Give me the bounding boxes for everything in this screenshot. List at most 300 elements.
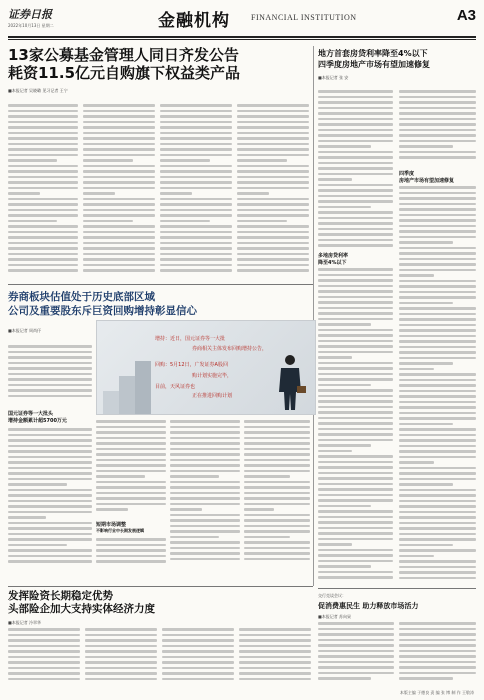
body-text-line bbox=[399, 478, 476, 481]
body-text-line bbox=[318, 233, 393, 236]
body-text-line bbox=[244, 497, 310, 500]
body-text-line bbox=[318, 285, 393, 288]
body-text-line bbox=[318, 549, 393, 552]
body-text-line bbox=[399, 434, 476, 437]
body-text-line bbox=[83, 220, 133, 223]
infobox-line1a: 增持：近日，国元证券等一大批 bbox=[155, 336, 226, 342]
article1 bbox=[8, 46, 308, 94]
article3-subhead2-line2: 不影响行业中长期发展逻辑 bbox=[96, 528, 144, 533]
body-text-line bbox=[318, 450, 352, 453]
body-text-line bbox=[8, 678, 80, 681]
page-number: A3 bbox=[456, 7, 476, 24]
body-text-line bbox=[399, 335, 476, 338]
body-text-line bbox=[8, 367, 92, 370]
body-text-line bbox=[83, 192, 115, 195]
body-text-line bbox=[318, 395, 393, 398]
body-text-line bbox=[8, 560, 92, 563]
body-text-line bbox=[244, 459, 310, 462]
body-text-line bbox=[170, 497, 240, 500]
body-text-line bbox=[8, 209, 78, 212]
article2-subhead2 bbox=[399, 170, 476, 184]
body-text-line bbox=[83, 148, 155, 151]
body-text-line bbox=[399, 263, 476, 266]
body-text-line bbox=[244, 541, 310, 544]
body-text-line bbox=[237, 110, 309, 113]
body-text-line bbox=[399, 450, 476, 453]
body-text-line bbox=[318, 96, 393, 99]
body-text-line bbox=[8, 439, 92, 442]
body-text-line bbox=[83, 242, 155, 245]
body-text-line bbox=[318, 118, 393, 121]
body-text-line bbox=[318, 129, 393, 132]
body-text-line bbox=[318, 178, 352, 181]
body-text-line bbox=[83, 143, 155, 146]
body-text-line bbox=[170, 514, 240, 517]
body-text-line bbox=[96, 420, 166, 423]
body-text-line bbox=[8, 544, 67, 547]
body-text-line bbox=[318, 156, 393, 159]
body-text-line bbox=[237, 170, 309, 173]
body-text-line bbox=[399, 269, 476, 272]
body-text-line bbox=[85, 667, 157, 670]
masthead-rule bbox=[8, 36, 476, 38]
body-text-line bbox=[399, 456, 476, 459]
body-text-line bbox=[160, 170, 232, 173]
body-text-line bbox=[318, 532, 393, 535]
body-text-line bbox=[244, 508, 274, 511]
body-text-line bbox=[318, 334, 393, 337]
body-text-line bbox=[318, 351, 393, 354]
body-text-line bbox=[8, 378, 92, 381]
body-text-line bbox=[318, 422, 393, 425]
body-text-line bbox=[83, 115, 155, 118]
body-text-line bbox=[399, 197, 476, 200]
article4 bbox=[8, 590, 313, 626]
body-text-line bbox=[244, 437, 310, 440]
section-divider-3 bbox=[318, 588, 476, 589]
body-text-line bbox=[170, 437, 240, 440]
body-text-line bbox=[160, 132, 232, 135]
body-text-line bbox=[83, 132, 155, 135]
body-text-line bbox=[318, 538, 393, 541]
body-text-line bbox=[8, 110, 78, 113]
body-text-line bbox=[244, 448, 310, 451]
body-text-line bbox=[8, 494, 92, 497]
body-text-line bbox=[318, 279, 393, 282]
body-text-line bbox=[399, 661, 476, 664]
body-text-line bbox=[237, 148, 309, 151]
body-text-line bbox=[399, 494, 476, 497]
article3-body-col1 bbox=[8, 345, 92, 405]
body-text-line bbox=[8, 137, 78, 140]
body-text-line bbox=[318, 373, 393, 376]
body-text-line bbox=[318, 650, 394, 653]
body-text-line bbox=[96, 459, 166, 462]
body-text-line bbox=[170, 420, 240, 423]
article2-subhead2-line1: 四季度 bbox=[399, 171, 415, 177]
body-text-line bbox=[162, 650, 234, 653]
body-text-line bbox=[318, 411, 393, 414]
infobox-line3b: 正在推进回购计划 bbox=[192, 393, 233, 399]
body-text-line bbox=[399, 241, 453, 244]
article4-byline: ■本报记者 冷翠华 bbox=[8, 620, 42, 625]
body-text-line bbox=[96, 470, 166, 473]
body-text-line bbox=[83, 176, 155, 179]
body-text-line bbox=[399, 145, 453, 148]
body-text-line bbox=[244, 475, 290, 478]
body-text-line bbox=[399, 628, 476, 631]
body-text-line bbox=[8, 483, 67, 486]
body-text-line bbox=[318, 307, 393, 310]
article1-headline-2: 耗资11.5亿元自购旗下权益类产品 bbox=[8, 64, 241, 82]
body-text-line bbox=[399, 500, 476, 503]
body-text-line bbox=[237, 264, 309, 267]
body-text-line bbox=[318, 184, 393, 187]
masthead bbox=[8, 4, 476, 36]
article4-headline-2: 头部险企加大支持实体经济力度 bbox=[8, 603, 155, 615]
body-text-line bbox=[399, 639, 476, 642]
body-text-line bbox=[237, 225, 309, 228]
body-text-line bbox=[85, 634, 157, 637]
body-text-line bbox=[244, 547, 310, 550]
article3-body-col2b bbox=[96, 538, 166, 568]
body-text-line bbox=[244, 536, 290, 539]
body-text-line bbox=[237, 159, 287, 162]
body-text-line bbox=[399, 219, 476, 222]
body-text-line bbox=[318, 274, 393, 277]
article1-body-col1 bbox=[8, 104, 78, 279]
body-text-line bbox=[239, 672, 311, 675]
body-text-line bbox=[170, 541, 240, 544]
body-text-line bbox=[399, 346, 476, 349]
body-text-line bbox=[399, 208, 476, 211]
body-text-line bbox=[8, 395, 92, 398]
body-text-line bbox=[8, 472, 92, 475]
body-text-line bbox=[170, 464, 240, 467]
article3-headline-2: 公司及重要股东斥巨资回购增持彰显信心 bbox=[8, 305, 197, 317]
body-text-line bbox=[83, 126, 155, 129]
body-text-line bbox=[96, 431, 166, 434]
businessman-figure-icon bbox=[271, 352, 309, 412]
body-text-line bbox=[244, 431, 310, 434]
body-text-line bbox=[318, 639, 394, 642]
body-text-line bbox=[8, 258, 78, 261]
article1-body-col4 bbox=[237, 104, 309, 279]
body-text-line bbox=[83, 231, 155, 234]
body-text-line bbox=[318, 516, 393, 519]
body-text-line bbox=[399, 123, 476, 126]
article3-body-col2 bbox=[96, 420, 166, 516]
body-text-line bbox=[239, 661, 311, 664]
body-text-line bbox=[8, 362, 92, 365]
body-text-line bbox=[8, 645, 80, 648]
body-text-line bbox=[83, 110, 155, 113]
body-text-line bbox=[244, 558, 310, 561]
body-text-line bbox=[399, 318, 476, 321]
body-text-line bbox=[318, 406, 393, 409]
body-text-line bbox=[160, 269, 232, 272]
article4-body-col3 bbox=[162, 628, 234, 686]
body-text-line bbox=[318, 356, 352, 359]
body-text-line bbox=[318, 145, 371, 148]
body-text-line bbox=[318, 554, 393, 557]
body-text-line bbox=[318, 151, 393, 154]
body-text-line bbox=[318, 571, 393, 574]
body-text-line bbox=[237, 187, 309, 190]
body-text-line bbox=[318, 189, 393, 192]
body-text-line bbox=[318, 367, 393, 370]
body-text-line bbox=[83, 159, 133, 162]
body-text-line bbox=[8, 533, 92, 536]
body-text-line bbox=[399, 291, 476, 294]
body-text-line bbox=[399, 225, 476, 228]
article2-body-col2 bbox=[399, 90, 476, 165]
body-text-line bbox=[170, 431, 240, 434]
body-text-line bbox=[8, 656, 80, 659]
body-text-line bbox=[399, 555, 434, 558]
body-text-line bbox=[399, 368, 434, 371]
body-text-line bbox=[399, 90, 476, 93]
body-text-line bbox=[83, 203, 155, 206]
body-text-line bbox=[237, 203, 309, 206]
article3-byline: ■本报记者 周尚伃 bbox=[8, 328, 42, 333]
body-text-line bbox=[244, 503, 310, 506]
body-text-line bbox=[239, 650, 311, 653]
body-text-line bbox=[162, 634, 234, 637]
body-text-line bbox=[399, 467, 476, 470]
body-text-line bbox=[96, 560, 166, 563]
body-text-line bbox=[318, 301, 393, 304]
body-text-line bbox=[237, 154, 309, 157]
article1-body-col2 bbox=[83, 104, 155, 279]
body-text-line bbox=[399, 351, 476, 354]
body-text-line bbox=[237, 165, 309, 168]
body-text-line bbox=[160, 209, 232, 212]
body-text-line bbox=[399, 417, 476, 420]
body-text-line bbox=[318, 644, 394, 647]
body-text-line bbox=[318, 200, 393, 203]
body-text-line bbox=[399, 302, 453, 305]
body-text-line bbox=[8, 672, 80, 675]
body-text-line bbox=[399, 533, 476, 536]
body-text-line bbox=[318, 477, 393, 480]
article2-body-col2b bbox=[399, 186, 476, 586]
body-text-line bbox=[318, 112, 393, 115]
body-text-line bbox=[399, 258, 476, 261]
body-text-line bbox=[399, 672, 476, 675]
body-text-line bbox=[162, 639, 234, 642]
body-text-line bbox=[318, 228, 393, 231]
body-text-line bbox=[162, 645, 234, 648]
body-text-line bbox=[8, 650, 80, 653]
article5-body-col2 bbox=[399, 622, 476, 686]
body-text-line bbox=[318, 666, 394, 669]
body-text-line bbox=[160, 110, 232, 113]
body-text-line bbox=[83, 198, 155, 201]
body-text-line bbox=[8, 661, 80, 664]
body-text-line bbox=[318, 499, 393, 502]
body-text-line bbox=[83, 165, 155, 168]
body-text-line bbox=[318, 389, 393, 392]
body-text-line bbox=[399, 390, 476, 393]
body-text-line bbox=[318, 239, 393, 242]
body-text-line bbox=[8, 489, 92, 492]
body-text-line bbox=[83, 247, 155, 250]
body-text-line bbox=[318, 329, 393, 332]
body-text-line bbox=[8, 247, 78, 250]
body-text-line bbox=[170, 503, 240, 506]
body-text-line bbox=[318, 167, 393, 170]
body-text-line bbox=[244, 552, 310, 555]
body-text-line bbox=[318, 417, 393, 420]
body-text-line bbox=[244, 442, 310, 445]
body-text-line bbox=[8, 356, 92, 359]
body-text-line bbox=[96, 503, 166, 506]
body-text-line bbox=[8, 527, 92, 530]
body-text-line bbox=[399, 650, 476, 653]
body-text-line bbox=[170, 481, 240, 484]
body-text-line bbox=[244, 519, 310, 522]
body-text-line bbox=[8, 242, 78, 245]
body-text-line bbox=[8, 461, 92, 464]
body-text-line bbox=[170, 519, 240, 522]
body-text-line bbox=[318, 140, 393, 143]
body-text-line bbox=[399, 362, 453, 365]
body-text-line bbox=[237, 192, 269, 195]
article3-subhead2 bbox=[96, 521, 166, 534]
body-text-line bbox=[162, 628, 234, 631]
body-text-line bbox=[8, 269, 78, 272]
body-text-line bbox=[160, 192, 192, 195]
body-text-line bbox=[8, 522, 92, 525]
body-text-line bbox=[160, 176, 232, 179]
body-text-line bbox=[318, 222, 393, 225]
body-text-line bbox=[8, 115, 78, 118]
body-text-line bbox=[83, 121, 155, 124]
body-text-line bbox=[96, 492, 166, 495]
body-text-line bbox=[318, 384, 371, 387]
body-text-line bbox=[399, 461, 434, 464]
body-text-line bbox=[160, 121, 232, 124]
body-text-line bbox=[399, 379, 476, 382]
body-text-line bbox=[8, 428, 92, 431]
body-text-line bbox=[96, 448, 166, 451]
body-text-line bbox=[318, 494, 393, 497]
article3-body-col4 bbox=[244, 420, 310, 568]
body-text-line bbox=[399, 522, 476, 525]
article4-body-col1 bbox=[8, 628, 80, 686]
infobox-graphic bbox=[96, 320, 316, 415]
body-text-line bbox=[399, 527, 476, 530]
body-text-line bbox=[8, 132, 78, 135]
body-text-line bbox=[8, 187, 78, 190]
body-text-line bbox=[318, 173, 393, 176]
article3-subhead1 bbox=[8, 410, 92, 424]
body-text-line bbox=[237, 115, 309, 118]
body-text-line bbox=[8, 467, 92, 470]
body-text-line bbox=[83, 225, 155, 228]
steps-graphic bbox=[97, 321, 152, 415]
body-text-line bbox=[318, 206, 371, 209]
body-text-line bbox=[8, 253, 78, 256]
body-text-line bbox=[8, 384, 92, 387]
body-text-line bbox=[318, 560, 393, 563]
article1-byline: ■本报记者 吴晓璐 见习记者 王宁 bbox=[8, 88, 68, 93]
body-text-line bbox=[318, 433, 393, 436]
body-text-line bbox=[160, 154, 232, 157]
body-text-line bbox=[399, 633, 476, 636]
body-text-line bbox=[162, 661, 234, 664]
body-text-line bbox=[8, 538, 92, 541]
body-text-line bbox=[399, 644, 476, 647]
body-text-line bbox=[399, 472, 476, 475]
body-text-line bbox=[83, 258, 155, 261]
body-text-line bbox=[237, 253, 309, 256]
body-text-line bbox=[399, 214, 476, 217]
body-text-line bbox=[8, 516, 46, 519]
body-text-line bbox=[8, 445, 92, 448]
body-text-line bbox=[8, 351, 92, 354]
body-text-line bbox=[237, 137, 309, 140]
body-text-line bbox=[160, 126, 232, 129]
article2-headline-2: 四季度房地产市场有望加速修复 bbox=[318, 60, 430, 69]
body-text-line bbox=[399, 324, 476, 327]
body-text-line bbox=[318, 290, 393, 293]
body-text-line bbox=[85, 645, 157, 648]
body-text-line bbox=[8, 450, 92, 453]
body-text-line bbox=[399, 384, 476, 387]
body-text-line bbox=[399, 140, 476, 143]
column-divider bbox=[313, 46, 314, 586]
body-text-line bbox=[96, 464, 166, 467]
body-text-line bbox=[8, 214, 78, 217]
body-text-line bbox=[318, 527, 393, 530]
body-text-line bbox=[83, 104, 155, 107]
body-text-line bbox=[399, 236, 476, 239]
body-text-line bbox=[318, 123, 393, 126]
body-text-line bbox=[170, 475, 219, 478]
article2-subhead1 bbox=[318, 252, 393, 266]
body-text-line bbox=[399, 156, 476, 159]
body-text-line bbox=[318, 488, 393, 491]
body-text-line bbox=[83, 154, 155, 157]
body-text-line bbox=[399, 307, 476, 310]
body-text-line bbox=[318, 101, 393, 104]
body-text-line bbox=[8, 181, 78, 184]
article5-body-col1 bbox=[318, 622, 394, 686]
article2-body-col1 bbox=[318, 90, 393, 250]
body-text-line bbox=[318, 521, 393, 524]
body-text-line bbox=[96, 555, 166, 558]
body-text-line bbox=[244, 530, 310, 533]
body-text-line bbox=[96, 481, 166, 484]
body-text-line bbox=[318, 340, 393, 343]
body-text-line bbox=[85, 656, 157, 659]
article4-body-col2 bbox=[85, 628, 157, 686]
body-text-line bbox=[399, 134, 476, 137]
body-text-line bbox=[399, 505, 476, 508]
body-text-line bbox=[318, 323, 371, 326]
body-text-line bbox=[160, 187, 232, 190]
body-text-line bbox=[318, 134, 393, 137]
body-text-line bbox=[399, 252, 476, 255]
body-text-line bbox=[237, 247, 309, 250]
body-text-line bbox=[96, 475, 145, 478]
article3-subhead2-line1: 短期市场调整 bbox=[96, 522, 127, 528]
body-text-line bbox=[318, 543, 352, 546]
body-text-line bbox=[318, 622, 394, 625]
body-text-line bbox=[8, 104, 78, 107]
